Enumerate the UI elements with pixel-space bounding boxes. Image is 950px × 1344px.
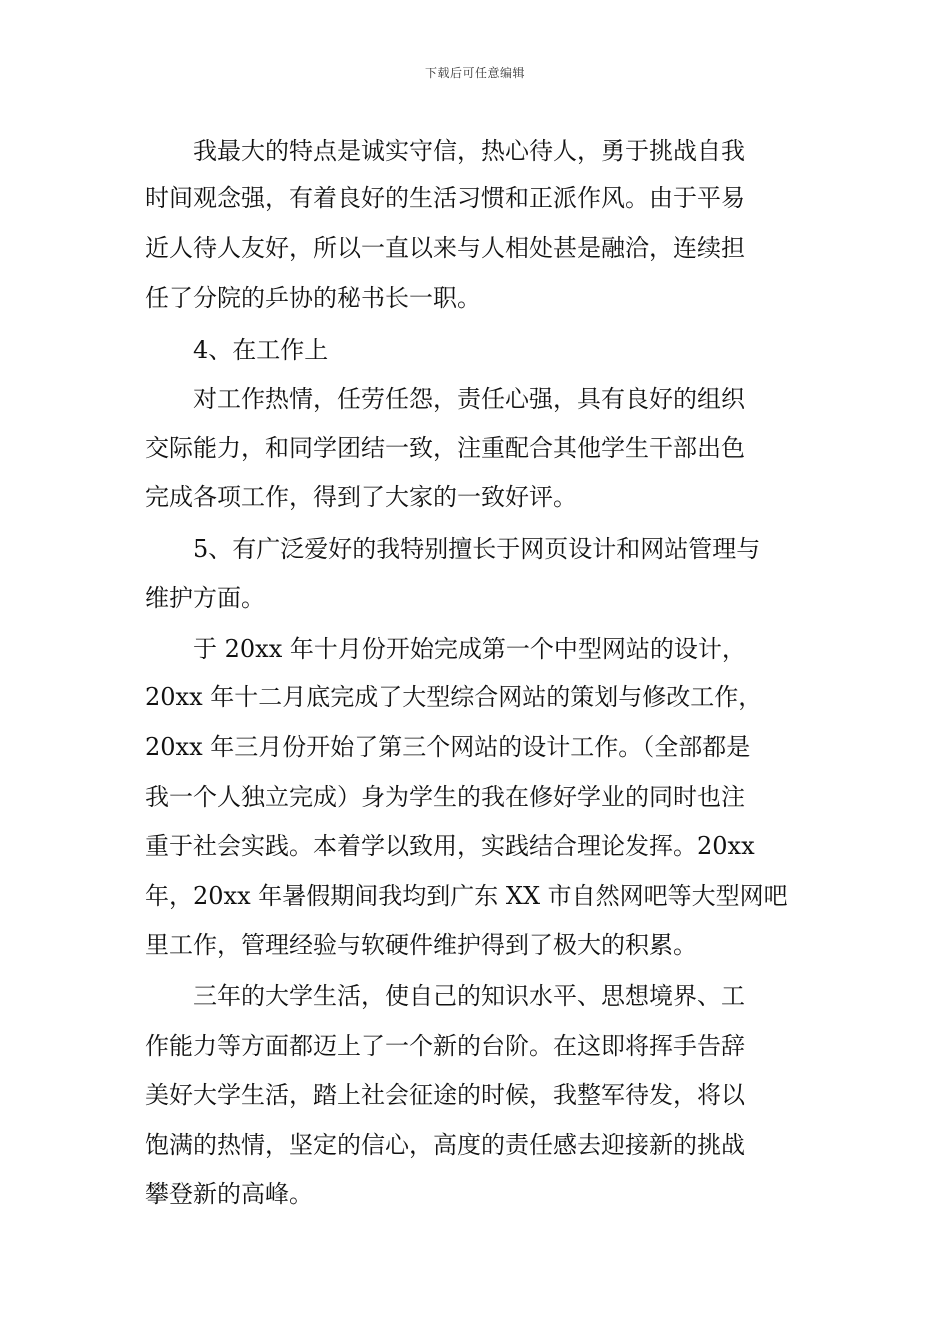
text-line: 近人待人友好，所以一直以来与人相处甚是融洽，连续担 xyxy=(145,234,745,262)
text-line: 对工作热情，任劳任怨，责任心强，具有良好的组织 xyxy=(145,385,745,413)
text-line: 于 20xx 年十月份开始完成第一个中型网站的设计， xyxy=(145,635,746,663)
text-line: 重于社会实践。本着学以致用，实践结合理论发挥。20xx xyxy=(145,832,755,860)
text-line: 任了分院的乒协的秘书长一职。 xyxy=(145,284,481,312)
text-line: 饱满的热情，坚定的信心，高度的责任感去迎接新的挑战 xyxy=(145,1131,745,1159)
text-line: 完成各项工作，得到了大家的一致好评。 xyxy=(145,483,577,511)
text-line: 20xx 年三月份开始了第三个网站的设计工作。（全部都是 xyxy=(145,733,751,761)
text-line: 三年的大学生活，使自己的知识水平、思想境界、工 xyxy=(145,982,745,1010)
text-line: 里工作，管理经验与软硬件维护得到了极大的积累。 xyxy=(145,931,697,959)
text-line: 作能力等方面都迈上了一个新的台阶。在这即将挥手告辞 xyxy=(145,1032,745,1060)
text-line: 美好大学生活，踏上社会征途的时候，我整军待发，将以 xyxy=(145,1081,745,1109)
text-line: 我最大的特点是诚实守信，热心待人，勇于挑战自我 xyxy=(145,137,745,165)
text-line: 20xx 年十二月底完成了大型综合网站的策划与修改工作， xyxy=(145,683,763,711)
header-note: 下载后可任意编辑 xyxy=(424,66,525,80)
text-line: 时间观念强，有着良好的生活习惯和正派作风。由于平易 xyxy=(145,184,745,212)
text-line: 攀登新的高峰。 xyxy=(145,1180,313,1208)
text-line: 我一个人独立完成）身为学生的我在修好学业的同时也注 xyxy=(145,783,745,811)
text-line: 4、在工作上 xyxy=(145,336,329,364)
text-line: 交际能力，和同学团结一致，注重配合其他学生干部出色 xyxy=(145,434,745,462)
text-line: 维护方面。 xyxy=(145,584,265,612)
text-line: 年，20xx 年暑假期间我均到广东 XX 市自然网吧等大型网吧 xyxy=(145,882,788,910)
text-line: 5、有广泛爱好的我特别擅长于网页设计和网站管理与 xyxy=(145,535,761,563)
